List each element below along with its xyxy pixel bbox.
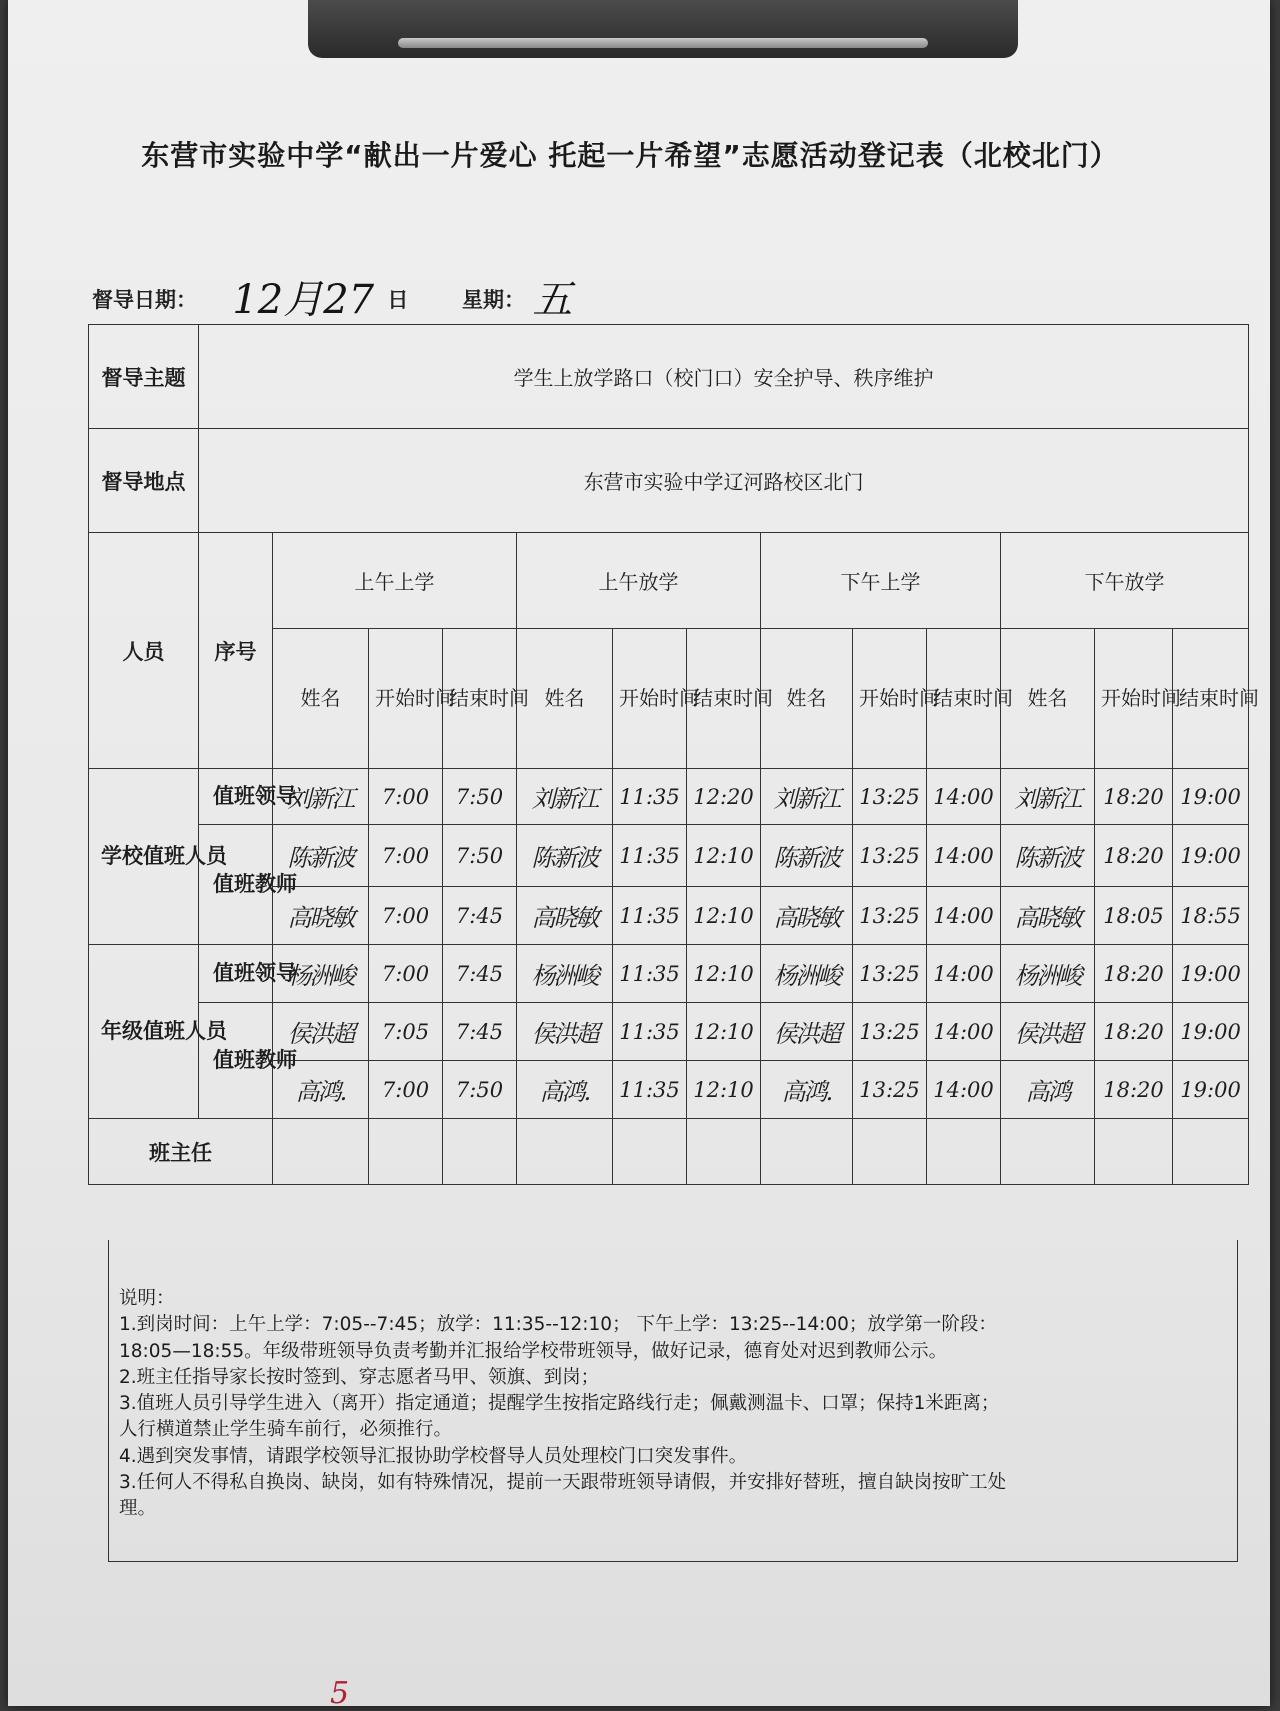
end-time-cell: 19:00 [1173, 1061, 1249, 1119]
name-cell: 高晓敏 [1001, 887, 1095, 945]
start-time-cell: 7:00 [369, 825, 443, 887]
start-time-cell: 18:20 [1095, 1061, 1173, 1119]
end-time-cell: 7:45 [443, 887, 517, 945]
start-time-cell: 11:35 [613, 1061, 687, 1119]
homeroom-cell [1173, 1119, 1249, 1185]
role-label: 值班教师 [199, 1003, 273, 1119]
period-header-3: 下午上学 [761, 533, 1001, 629]
name-cell: 侯洪超 [517, 1003, 613, 1061]
table-row [89, 825, 1249, 887]
subheader-end: 结束时间 [443, 629, 517, 769]
date-line [92, 262, 409, 323]
start-time-cell: 7:00 [369, 887, 443, 945]
homeroom-cell [927, 1119, 1001, 1185]
name-cell: 刘新江 [517, 769, 613, 825]
start-time-cell: 13:25 [853, 825, 927, 887]
note-line: 2.班主任指导家长按时签到、穿志愿者马甲、领旗、到岗； [119, 1366, 600, 1388]
subheader-name: 姓名 [1001, 629, 1095, 769]
start-time-cell: 13:25 [853, 945, 927, 1003]
start-time-cell: 13:25 [853, 1003, 927, 1061]
start-time-cell: 7:00 [369, 769, 443, 825]
start-time-cell: 18:20 [1095, 825, 1173, 887]
name-cell: 陈新波 [273, 825, 369, 887]
role-label: 值班教师 [199, 825, 273, 945]
weekday-line [462, 262, 573, 323]
weekday-label: 星期： [462, 288, 525, 312]
personnel-header: 人员 [89, 533, 199, 769]
table-row [89, 945, 1249, 1003]
period-header-4: 下午放学 [1001, 533, 1249, 629]
role-label: 值班领导 [199, 769, 273, 825]
note-line: 18:05—18:55。年级带班领导负责考勤并汇报给学校带班领导，做好记录，德育处对迟到教师公示。 [119, 1340, 948, 1362]
end-time-cell: 7:50 [443, 825, 517, 887]
table-row [89, 1003, 1249, 1061]
name-cell: 杨洲峻 [1001, 945, 1095, 1003]
instructions-box [108, 1240, 1238, 1562]
start-time-cell: 18:20 [1095, 1003, 1173, 1061]
homeroom-row [89, 1119, 1249, 1185]
note-line: 人行横道禁止学生骑车前行，必须推行。 [119, 1419, 453, 1441]
start-time-cell: 13:25 [853, 887, 927, 945]
role-label: 值班领导 [199, 945, 273, 1003]
start-time-cell: 18:05 [1095, 887, 1173, 945]
subheader-name: 姓名 [517, 629, 613, 769]
end-time-cell: 14:00 [927, 945, 1001, 1003]
weekday-value: 五 [532, 277, 573, 323]
date-value: 12月27 [232, 277, 375, 323]
end-time-cell: 7:45 [443, 1003, 517, 1061]
group-label: 年级值班人员 [89, 945, 199, 1119]
homeroom-cell [369, 1119, 443, 1185]
end-time-cell: 19:00 [1173, 945, 1249, 1003]
start-time-cell: 11:35 [613, 1003, 687, 1061]
note-line: 理。 [119, 1498, 157, 1520]
start-time-cell: 7:05 [369, 1003, 443, 1061]
start-time-cell: 7:00 [369, 1061, 443, 1119]
location-value: 东营市实验中学辽河路校区北门 [199, 429, 1249, 533]
end-time-cell: 14:00 [927, 1003, 1001, 1061]
start-time-cell: 11:35 [613, 887, 687, 945]
page-mark: 5 [330, 1676, 350, 1711]
name-cell: 陈新波 [1001, 825, 1095, 887]
subheader-name: 姓名 [761, 629, 853, 769]
period-header-2: 上午放学 [517, 533, 761, 629]
start-time-cell: 11:35 [613, 825, 687, 887]
homeroom-cell [613, 1119, 687, 1185]
theme-value: 学生上放学路口（校门口）安全护导、秩序维护 [199, 325, 1249, 429]
name-cell: 高晓敏 [273, 887, 369, 945]
name-cell: 高鸿. [761, 1061, 853, 1119]
subheader-start: 开始时间 [1095, 629, 1173, 769]
homeroom-cell [273, 1119, 369, 1185]
homeroom-cell [853, 1119, 927, 1185]
table-row [89, 769, 1249, 825]
name-cell: 高晓敏 [517, 887, 613, 945]
name-cell: 杨洲峻 [517, 945, 613, 1003]
name-cell: 侯洪超 [273, 1003, 369, 1061]
start-time-cell: 11:35 [613, 769, 687, 825]
group-label: 学校值班人员 [89, 769, 199, 945]
end-time-cell: 12:10 [687, 1061, 761, 1119]
end-time-cell: 12:10 [687, 825, 761, 887]
end-time-cell: 12:10 [687, 945, 761, 1003]
subheader-start: 开始时间 [369, 629, 443, 769]
theme-label: 督导主题 [89, 325, 199, 429]
end-time-cell: 14:00 [927, 1061, 1001, 1119]
end-time-cell: 14:00 [927, 887, 1001, 945]
end-time-cell: 12:20 [687, 769, 761, 825]
start-time-cell: 7:00 [369, 945, 443, 1003]
name-cell: 杨洲峻 [761, 945, 853, 1003]
end-time-cell: 7:50 [443, 1061, 517, 1119]
name-cell: 陈新波 [761, 825, 853, 887]
end-time-cell: 12:10 [687, 1003, 761, 1061]
note-line: 3.值班人员引导学生进入（离开）指定通道；提醒学生按指定路线行走；佩戴测温卡、口罩；保持1米距离； [119, 1393, 1000, 1415]
note-line: 3.任何人不得私自换岗、缺岗，如有特殊情况，提前一天跟带班领导请假，并安排好替班，擅自缺岗按旷工处 [119, 1471, 1007, 1493]
homeroom-cell [687, 1119, 761, 1185]
name-cell: 刘新江 [1001, 769, 1095, 825]
name-cell: 高晓敏 [761, 887, 853, 945]
registration-table [88, 324, 1259, 1185]
name-cell: 杨洲峻 [273, 945, 369, 1003]
clip-wire [398, 38, 928, 48]
start-time-cell: 11:35 [613, 945, 687, 1003]
date-suffix: 日 [387, 288, 409, 312]
end-time-cell: 19:00 [1173, 1003, 1249, 1061]
name-cell: 刘新江 [273, 769, 369, 825]
note-line: 1.到岗时间：上午上学：7:05--7:45；放学：11:35--12:10； 下午上学：13:25--14:00；放学第一阶段： [119, 1314, 997, 1336]
start-time-cell: 13:25 [853, 1061, 927, 1119]
subheader-start: 开始时间 [613, 629, 687, 769]
name-cell: 高鸿. [273, 1061, 369, 1119]
name-cell: 侯洪超 [1001, 1003, 1095, 1061]
name-cell: 高鸿. [517, 1061, 613, 1119]
start-time-cell: 18:20 [1095, 769, 1173, 825]
date-label: 督导日期： [92, 288, 197, 312]
name-cell: 陈新波 [517, 825, 613, 887]
clip-bar [308, 0, 1018, 58]
name-cell: 侯洪超 [761, 1003, 853, 1061]
start-time-cell: 18:20 [1095, 945, 1173, 1003]
subheader-end: 结束时间 [687, 629, 761, 769]
name-cell: 刘新江 [761, 769, 853, 825]
subheader-name: 姓名 [273, 629, 369, 769]
end-time-cell: 19:00 [1173, 769, 1249, 825]
subheader-end: 结束时间 [1173, 629, 1249, 769]
homeroom-cell [1001, 1119, 1095, 1185]
homeroom-label: 班主任 [89, 1119, 273, 1185]
note-line: 4.遇到突发事情，请跟学校领导汇报协助学校督导人员处理校门口突发事件。 [119, 1445, 748, 1467]
end-time-cell: 12:10 [687, 887, 761, 945]
subheader-end: 结束时间 [927, 629, 1001, 769]
subheader-start: 开始时间 [853, 629, 927, 769]
location-label: 督导地点 [89, 429, 199, 533]
end-time-cell: 7:50 [443, 769, 517, 825]
end-time-cell: 14:00 [927, 825, 1001, 887]
end-time-cell: 14:00 [927, 769, 1001, 825]
end-time-cell: 19:00 [1173, 825, 1249, 887]
notes-heading: 说明： [119, 1288, 175, 1309]
end-time-cell: 7:45 [443, 945, 517, 1003]
homeroom-cell [761, 1119, 853, 1185]
clipboard-clip [308, 0, 1018, 62]
form-title: 东营市实验中学“献出一片爱心 托起一片希望”志愿活动登记表（北校北门） [141, 139, 1119, 172]
period-header-1: 上午上学 [273, 533, 517, 629]
homeroom-cell [517, 1119, 613, 1185]
start-time-cell: 13:25 [853, 769, 927, 825]
homeroom-cell [1095, 1119, 1173, 1185]
name-cell: 高鸿 [1001, 1061, 1095, 1119]
homeroom-cell [443, 1119, 517, 1185]
seq-header: 序号 [199, 533, 273, 769]
end-time-cell: 18:55 [1173, 887, 1249, 945]
